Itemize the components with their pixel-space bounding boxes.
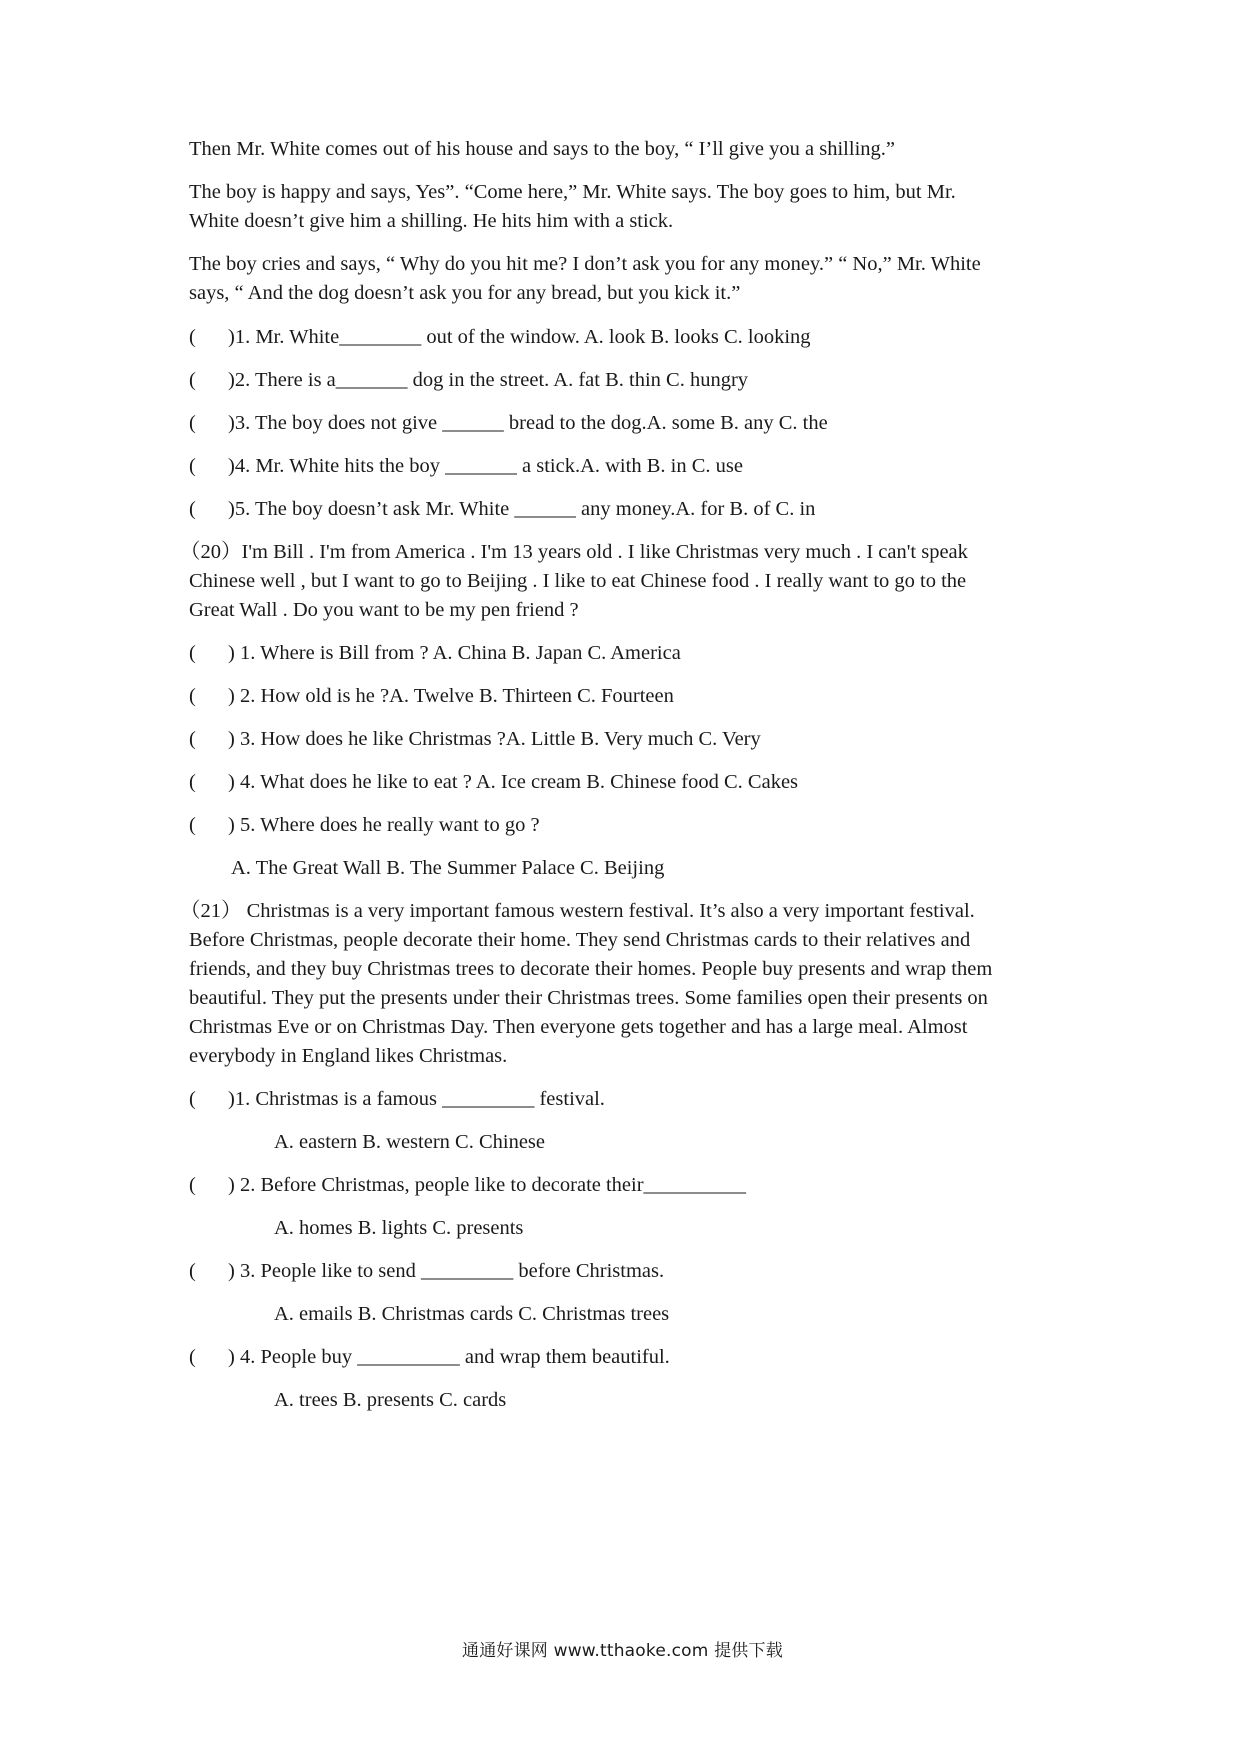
question-text: )2. There is a_______ dog in the street. A. fat B. thin C. hungry xyxy=(228,369,749,391)
question-text: ) 1. Where is Bill from ? A. China B. Japan C. America xyxy=(228,642,681,664)
answer-paren: ( xyxy=(189,642,196,664)
question-text: )4. Mr. White hits the boy _______ a stick.A. with B. in C. use xyxy=(228,455,743,477)
passage-21-line: friends, and they buy Christmas trees to decorate their homes. People buy presents and wrap them xyxy=(189,958,993,980)
question-text: ) 4. People buy __________ and wrap them beautiful. xyxy=(228,1346,670,1368)
answer-paren: ( xyxy=(189,771,196,793)
page-footer: 通通好课网 www.tthaoke.com 提供下载 xyxy=(462,1641,783,1661)
question-text: ) 3. How does he like Christmas ?A. Little B. Very much C. Very xyxy=(228,728,761,750)
passage-21-line: everybody in England likes Christmas. xyxy=(189,1045,508,1067)
answer-paren: ( xyxy=(189,326,196,348)
passage-line: says, “ And the dog doesn’t ask you for any bread, but you kick it.” xyxy=(189,282,741,304)
question-21-2-options: A. homes B. lights C. presents xyxy=(274,1217,524,1239)
passage-line: White doesn’t give him a shilling. He hits him with a stick. xyxy=(189,210,674,232)
question-text: ) 2. Before Christmas, people like to decorate their__________ xyxy=(228,1174,747,1196)
passage-20-line: （20）I'm Bill . I'm from America . I'm 13 years old . I like Christmas very much . I can't speak xyxy=(180,541,968,563)
answer-paren: ( xyxy=(189,412,196,434)
answer-paren: ( xyxy=(189,455,196,477)
question-text: )5. The boy doesn’t ask Mr. White ______ any money.A. for B. of C. in xyxy=(228,498,816,520)
passage-21-line: beautiful. They put the presents under their Christmas trees. Some families open their presents on xyxy=(189,987,988,1009)
answer-paren: ( xyxy=(189,1088,196,1110)
passage-21-line: Before Christmas, people decorate their home. They send Christmas cards to their relatives and xyxy=(189,929,971,951)
passage-21-line: （21） Christmas is a very important famous western festival. It’s also a very important festival. xyxy=(180,900,975,922)
passage-line: The boy cries and says, “ Why do you hit me? I don’t ask you for any money.” “ No,” Mr. White xyxy=(189,253,981,275)
question-text: )3. The boy does not give ______ bread to the dog.A. some B. any C. the xyxy=(228,412,828,434)
passage-line: The boy is happy and says, Yes”. “Come here,” Mr. White says. The boy goes to him, but Mr. xyxy=(189,181,956,203)
passage-line: Then Mr. White comes out of his house and says to the boy, “ I’ll give you a shilling.” xyxy=(189,138,895,160)
question-text: ) 5. Where does he really want to go ? xyxy=(228,814,540,836)
question-20-5-options: A. The Great Wall B. The Summer Palace C. Beijing xyxy=(231,857,665,879)
question-text: ) 3. People like to send _________ before Christmas. xyxy=(228,1260,665,1282)
answer-paren: ( xyxy=(189,1346,196,1368)
question-21-4-options: A. trees B. presents C. cards xyxy=(274,1389,507,1411)
question-text: ) 4. What does he like to eat ? A. Ice cream B. Chinese food C. Cakes xyxy=(228,771,799,793)
answer-paren: ( xyxy=(189,814,196,836)
answer-paren: ( xyxy=(189,1174,196,1196)
question-text: )1. Mr. White________ out of the window. A. look B. looks C. looking xyxy=(228,326,811,348)
passage-20-line: Great Wall . Do you want to be my pen friend ? xyxy=(189,599,579,621)
answer-paren: ( xyxy=(189,728,196,750)
answer-paren: ( xyxy=(189,498,196,520)
answer-paren: ( xyxy=(189,369,196,391)
question-21-3-options: A. emails B. Christmas cards C. Christmas trees xyxy=(274,1303,670,1325)
passage-20-line: Chinese well , but I want to go to Beijing . I like to eat Chinese food . I really want to go to the xyxy=(189,570,967,592)
answer-paren: ( xyxy=(189,685,196,707)
question-text: )1. Christmas is a famous _________ festival. xyxy=(228,1088,605,1110)
question-21-1-options: A. eastern B. western C. Chinese xyxy=(274,1131,545,1153)
question-text: ) 2. How old is he ?A. Twelve B. Thirteen C. Fourteen xyxy=(228,685,674,707)
passage-21-line: Christmas Eve or on Christmas Day. Then everyone gets together and has a large meal. Almost xyxy=(189,1016,968,1038)
answer-paren: ( xyxy=(189,1260,196,1282)
